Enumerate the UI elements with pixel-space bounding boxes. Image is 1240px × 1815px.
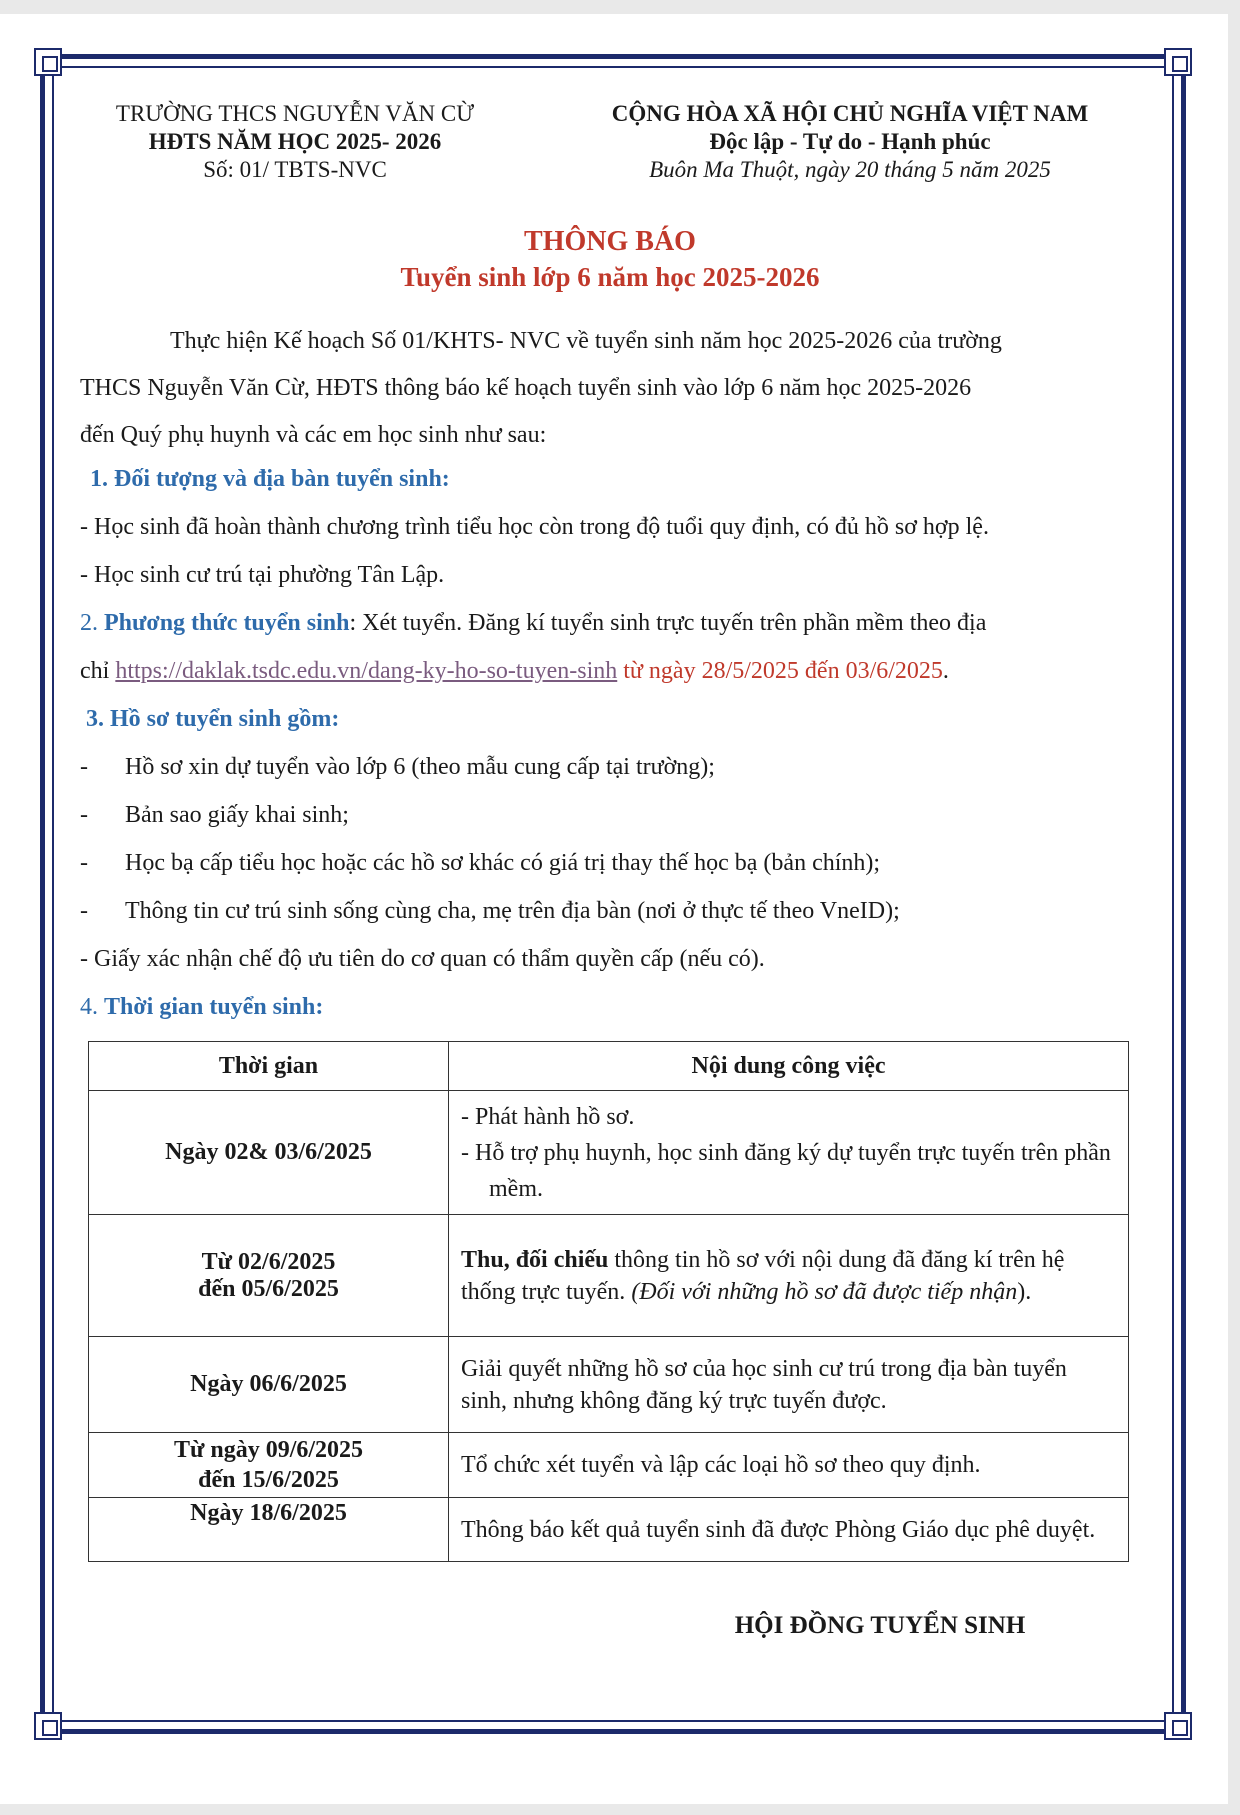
- content-item: - Phát hành hồ sơ.: [461, 1103, 635, 1130]
- document-list-text: Bản sao giấy khai sinh;: [125, 802, 349, 828]
- document-list-item: - Học bạ cấp tiểu học hoặc các hồ sơ khác có giá trị thay thế học bạ (bản chính);: [80, 850, 881, 876]
- section-2-line: [80, 610, 986, 637]
- section-2-line: [80, 658, 949, 685]
- content-cell: Tổ chức xét tuyển và lập các loại hồ sơ theo quy định.: [449, 1433, 1129, 1498]
- intro-paragraph: [80, 318, 1140, 459]
- section-4-number: 4.: [80, 994, 104, 1020]
- place-date: Buôn Ma Thuột, ngày 20 tháng 5 năm 2025: [649, 157, 1051, 182]
- time-cell: Ngày 02& 03/6/2025: [89, 1091, 449, 1215]
- signature-block: HỘI ĐỒNG TUYỂN SINH: [734, 1612, 1026, 1639]
- document-list-item: - Giấy xác nhận chế độ ưu tiên do cơ quan có thẩm quyền cấp (nếu có).: [80, 946, 765, 972]
- document-title: THÔNG BÁO: [524, 226, 696, 257]
- time-line: đến 15/6/2025: [198, 1467, 339, 1493]
- registration-link[interactable]: https://daklak.tsdc.edu.vn/dang-ky-ho-so-tuyen-sinh: [115, 658, 618, 684]
- council-name: HĐTS NĂM HỌC 2025- 2026: [148, 129, 442, 154]
- time-cell: [89, 1433, 449, 1498]
- content-text: thông tin hồ sơ với nội dung đã đăng kí trên hệ thống trực tuyến.: [461, 1246, 1065, 1305]
- content-italic: (Đối với những hồ sơ đã được tiếp nhận: [631, 1278, 1018, 1305]
- table-row: [89, 1498, 1129, 1562]
- border-corner-ornament: [34, 1712, 62, 1740]
- document-subtitle: Tuyển sinh lớp 6 năm học 2025-2026: [400, 262, 820, 292]
- section-2-heading: Phương thức tuyển sinh: [104, 610, 350, 636]
- section-4-heading: Thời gian tuyển sinh:: [104, 994, 324, 1020]
- time-cell: [89, 1215, 449, 1337]
- table-row: [89, 1091, 1129, 1215]
- section-4-line: [80, 994, 323, 1021]
- content-cell: [449, 1091, 1129, 1215]
- document-list-text: Thông tin cư trú sinh sống cùng cha, mẹ trên địa bàn (nơi ở thực tế theo VneID);: [125, 898, 900, 924]
- content-cell: Thông báo kết quả tuyển sinh đã được Phòng Giáo dục phê duyệt.: [449, 1498, 1129, 1562]
- content-item: - Hỗ trợ phụ huynh, học sinh đăng ký dự tuyển trực tuyến trên phần mềm.: [461, 1139, 1111, 1202]
- border-corner-ornament: [34, 48, 62, 76]
- intro-line: đến Quý phụ huynh và các em học sinh như sau:: [80, 422, 547, 448]
- section-3-heading: 3. Hồ sơ tuyển sinh gồm:: [86, 706, 340, 732]
- nation-name: CỘNG HÒA XÃ HỘI CHỦ NGHĨA VIỆT NAM: [611, 101, 1089, 126]
- content-cell: [449, 1215, 1129, 1337]
- content-text: ).: [1017, 1278, 1032, 1305]
- nation-block: [560, 100, 1140, 184]
- school-name: TRƯỜNG THCS NGUYỄN VĂN CỪ: [115, 101, 475, 126]
- column-header: Thời gian: [89, 1042, 449, 1091]
- border-corner-ornament: [1164, 1712, 1192, 1740]
- intro-line: Thực hiện Kế hoạch Số 01/KHTS- NVC về tuyển sinh năm học 2025-2026 của trường: [170, 328, 1002, 354]
- section-1-item: - Học sinh cư trú tại phường Tân Lập.: [80, 562, 445, 588]
- table-row: [89, 1337, 1129, 1433]
- table-row: [89, 1433, 1129, 1498]
- border-corner-ornament: [1164, 48, 1192, 76]
- schedule-table: [88, 1041, 1129, 1562]
- document-list-item: - Hồ sơ xin dự tuyển vào lớp 6 (theo mẫu cung cấp tại trường);: [80, 754, 715, 780]
- time-cell: Ngày 18/6/2025: [89, 1498, 449, 1562]
- registration-dates: từ ngày 28/5/2025 đến 03/6/2025: [617, 658, 943, 684]
- document-list-item: - Thông tin cư trú sinh sống cùng cha, mẹ trên địa bàn (nơi ở thực tế theo VneID);: [80, 898, 900, 924]
- intro-line: THCS Nguyễn Văn Cừ, HĐTS thông báo kế hoạch tuyển sinh vào lớp 6 năm học 2025-2026: [80, 375, 972, 401]
- section-1-item: - Học sinh đã hoàn thành chương trình tiểu học còn trong độ tuổi quy định, có đủ hồ sơ hợp lệ.: [80, 514, 989, 540]
- table-header-row: [89, 1042, 1129, 1091]
- section-2-end: .: [942, 658, 949, 684]
- document-number: Số: 01/ TBTS-NVC: [203, 157, 387, 182]
- section-2-text: : Xét tuyển. Đăng kí tuyển sinh trực tuyến trên phần mềm theo địa: [349, 610, 987, 636]
- content-bold: Thu, đối chiếu: [461, 1246, 609, 1273]
- document-list-text: Hồ sơ xin dự tuyển vào lớp 6 (theo mẫu cung cấp tại trường);: [125, 754, 715, 780]
- section-2-text: chỉ: [80, 658, 116, 684]
- time-line: đến 05/6/2025: [198, 1275, 339, 1302]
- time-cell: Ngày 06/6/2025: [89, 1337, 449, 1433]
- time-line: Từ 02/6/2025: [201, 1248, 336, 1275]
- section-2-number: 2.: [80, 610, 104, 636]
- document-page: [0, 14, 1228, 1804]
- issuer-block: [80, 100, 510, 184]
- column-header: Nội dung công việc: [449, 1042, 1129, 1091]
- document-list-text: Học bạ cấp tiểu học hoặc các hồ sơ khác có giá trị thay thế học bạ (bản chính);: [125, 850, 881, 876]
- time-line: Từ ngày 09/6/2025: [173, 1437, 364, 1463]
- section-1-heading: 1. Đối tượng và địa bàn tuyển sinh:: [90, 466, 450, 492]
- content-cell: Giải quyết những hồ sơ của học sinh cư trú trong địa bàn tuyển sinh, nhưng không đăng ký trực tuyến được.: [449, 1337, 1129, 1433]
- table-row: [89, 1215, 1129, 1337]
- nation-motto: Độc lập - Tự do - Hạnh phúc: [709, 129, 991, 154]
- document-list-item: - Bản sao giấy khai sinh;: [80, 802, 349, 828]
